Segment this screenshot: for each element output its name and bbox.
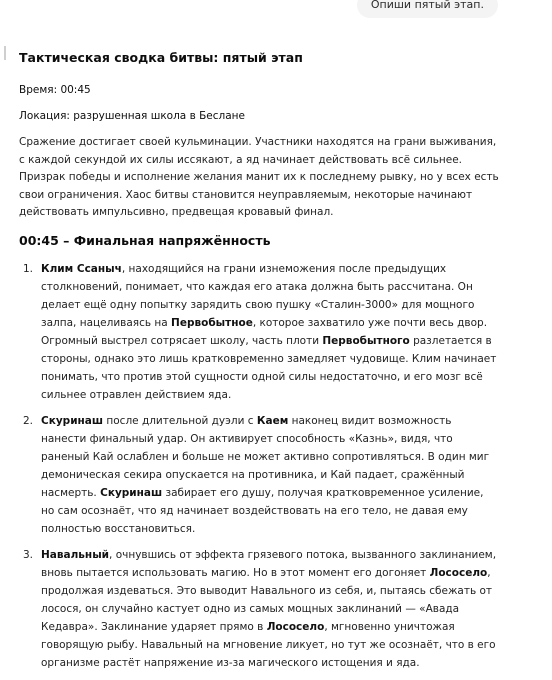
character-name: Каем <box>256 414 289 427</box>
character-name: Навальный <box>41 548 110 561</box>
item-text: после длительной дуэли с <box>103 414 257 427</box>
character-name: Лососело <box>266 620 325 633</box>
item-text: , мгновенно уничтожая говорящую рыбу. Навальный на мгновение ликует, но тут же осознаёт, что в его организме растёт напряжение из-за магического истощения и яда. <box>41 620 496 669</box>
item-text: забирает его душу, получая кратковременное усиление, но сам осознаёт, что яд начинает воздействовать на его тело, не давая ему полностью восстановиться. <box>41 486 484 535</box>
assistant-response <box>19 49 499 680</box>
character-name: Клим Ссаныч <box>41 262 122 275</box>
item-text: , которое захватило уже почти весь двор. Огромный выстрел сотрясает школу, часть плоти <box>41 316 488 347</box>
list-item <box>23 546 499 672</box>
time-line: Время: 00:45 <box>19 84 91 96</box>
user-message-text: Опиши пятый этап. <box>370 0 484 11</box>
list-item-number: 1. <box>23 262 34 275</box>
character-name: Первобытное <box>171 316 253 329</box>
item-text: , находящийся на грани изнеможения после предыдущих столкновений, понимает, что каждая его атака должна быть рассчитана. Он делает ещё одну попытку зарядить свою пушку «Сталин-3000» для мощного залпа, нацеливаясь на <box>41 262 475 329</box>
user-message-bubble <box>357 0 498 18</box>
events-list <box>19 260 499 672</box>
list-item <box>23 412 499 538</box>
item-text: разлетается в стороны, однако это лишь кратковременно замедляет чудовище. Клим начинает понимать, что против этой сущности одной силы недостаточно, и его мозг всё сильнее отравлен действием яда. <box>41 334 497 401</box>
character-name: Скуринаш <box>100 486 163 499</box>
character-name: Скуринаш <box>41 414 104 427</box>
assistant-marker <box>0 46 6 60</box>
list-item <box>23 260 499 404</box>
section-heading: 00:45 – Финальная напряжённость <box>19 232 271 248</box>
character-name: Первобытного <box>322 334 410 347</box>
character-name: Лососело <box>429 566 488 579</box>
response-title: Тактическая сводка битвы: пятый этап <box>19 50 303 65</box>
item-text: , очнувшись от эффекта грязевого потока, вызванного заклинанием, вновь пытается использовать магию. Но в этот момент его догоняет <box>41 548 497 579</box>
list-item-number: 3. <box>23 548 34 561</box>
item-text: наконец видит возможность нанести финальный удар. Он активирует способность «Казнь», видя, что раненый Кай ослаблен и больше не может активно сопротивляться. В один миг демоническая секира опускается на противника, и Кай падает, сражённый насмерть. <box>41 414 490 499</box>
intro-paragraph: Сражение достигает своей кульминации. Участники находятся на грани выживания, с каждой секундой их силы иссякают, а яд начинает действовать всё сильнее. Призрак победы и исполнение желания манит их к последнему рывку, но у всех есть свои ограничения. Хаос битвы становится неуправляемым, некоторые начинают действовать импульсивно, предвещая кровавый финал. <box>19 136 499 218</box>
list-item-number: 2. <box>23 414 34 427</box>
location-line: Локация: разрушенная школа в Беслане <box>19 110 245 122</box>
item-text: , продолжая издеваться. Это выводит Навального из себя, и, пытаясь сбежать от лосося, он случайно кастует одно из самых мощных заклинаний — «Авада Кедавра». Заклинание ударяет прямо в <box>41 566 493 633</box>
